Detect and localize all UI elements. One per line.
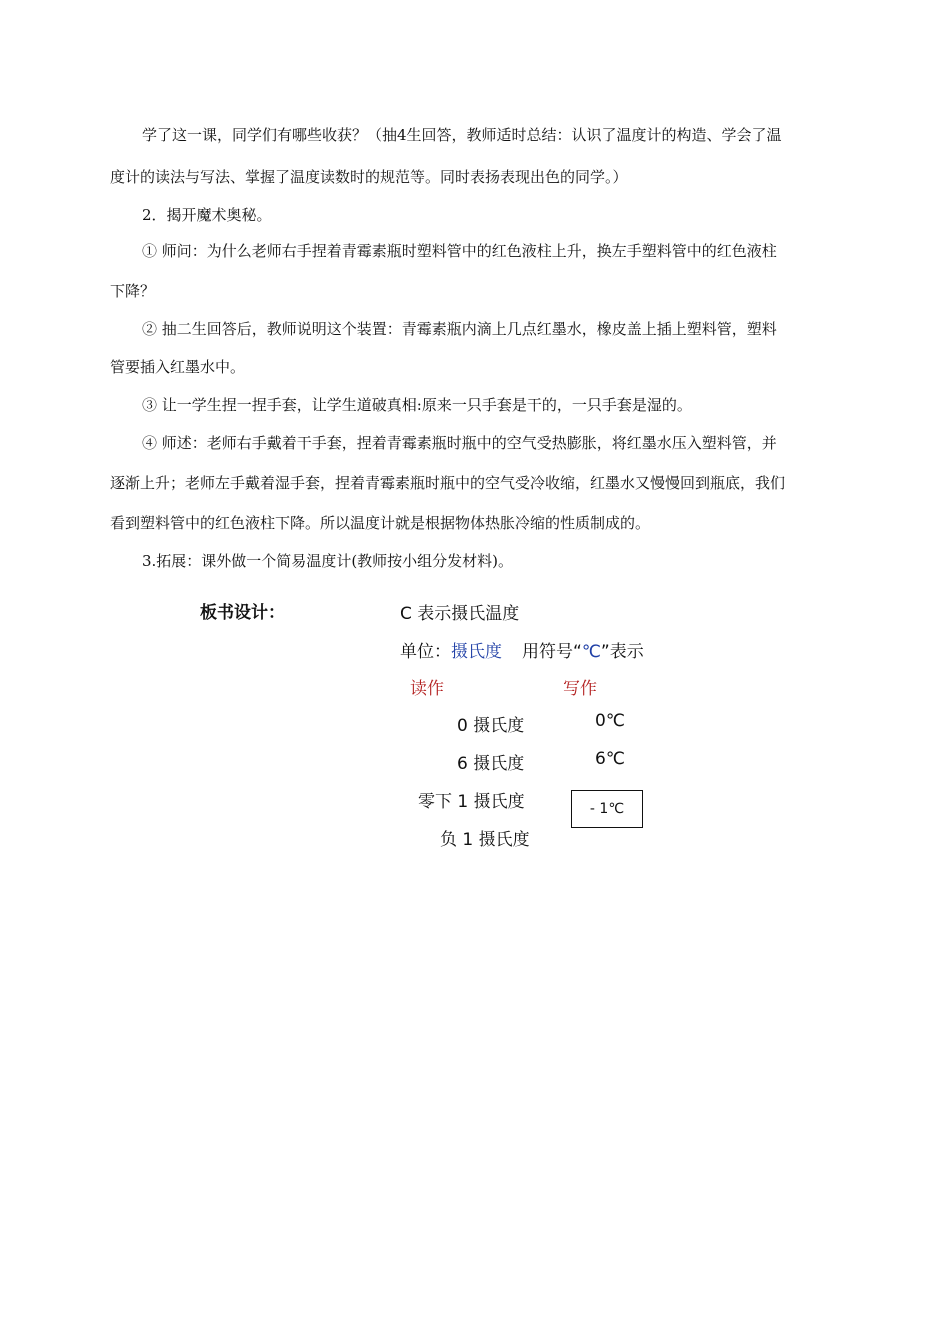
paragraph-question-line2: 下降？: [110, 282, 156, 300]
paragraph-summary-line2: 度计的读法与写法、掌握了温度读数时的规范等。同时表扬表现出色的同学。）: [110, 168, 628, 186]
header-read: 读作: [410, 679, 444, 699]
board-title: 板书设计：: [200, 603, 285, 623]
row2-read: 6 摄氏度: [457, 754, 525, 774]
board-line-celsius: C 表示摄氏温度: [400, 604, 520, 624]
row1-read: 0 摄氏度: [457, 716, 525, 736]
paragraph-explain-line1: ④ 师述：老师右手戴着干手套，捏着青霉素瓶时瓶中的空气受热膨胀，将红墨水压入塑料管，并: [142, 434, 777, 452]
row2-write: 6℃: [595, 749, 625, 769]
paragraph-explain-line3: 看到塑料管中的红色液柱下降。所以温度计就是根据物体热胀冷缩的性质制成的。: [110, 514, 651, 532]
paragraph-question-line1: ① 师问：为什么老师右手捏着青霉素瓶时塑料管中的红色液柱上升，换左手塑料管中的红色液柱: [142, 242, 777, 260]
row3-read: 零下 1 摄氏度: [418, 792, 525, 812]
paragraph-explain-line2: 逐渐上升；老师左手戴着湿手套，捏着青霉素瓶时瓶中的空气受冷收缩，红墨水又慢慢回到瓶底，我们: [110, 474, 786, 492]
row4-read: 负 1 摄氏度: [440, 830, 530, 850]
paragraph-device-line1: ② 抽二生回答后，教师说明这个装置：青霉素瓶内滴上几点红墨水，橡皮盖上插上塑料管，塑料: [142, 320, 777, 338]
symbol-prefix: 用符号“: [522, 642, 582, 662]
paragraph-step2: 2．揭开魔术奥秘。: [142, 206, 272, 224]
row1-write: 0℃: [595, 711, 625, 731]
paragraph-device-line2: 管要插入红墨水中。: [110, 358, 246, 376]
symbol-celsius: ℃: [581, 642, 601, 662]
paragraph-extension: 3.拓展：课外做一个简易温度计(教师按小组分发材料)。: [142, 552, 514, 570]
board-unit-line: [400, 637, 644, 662]
boxed-write: - 1℃: [571, 790, 643, 828]
paragraph-gloves: ③ 让一学生捏一捏手套，让学生道破真相:原来一只手套是干的，一只手套是湿的。: [142, 396, 692, 414]
symbol-suffix: ”表示: [600, 642, 644, 662]
unit-prefix: 单位：: [400, 642, 451, 662]
unit-name: 摄氏度: [451, 642, 502, 662]
header-write: 写作: [563, 679, 597, 699]
paragraph-summary-line1: 学了这一课，同学们有哪些收获？（抽4生回答，教师适时总结：认识了温度计的构造、学会了温: [142, 126, 782, 144]
